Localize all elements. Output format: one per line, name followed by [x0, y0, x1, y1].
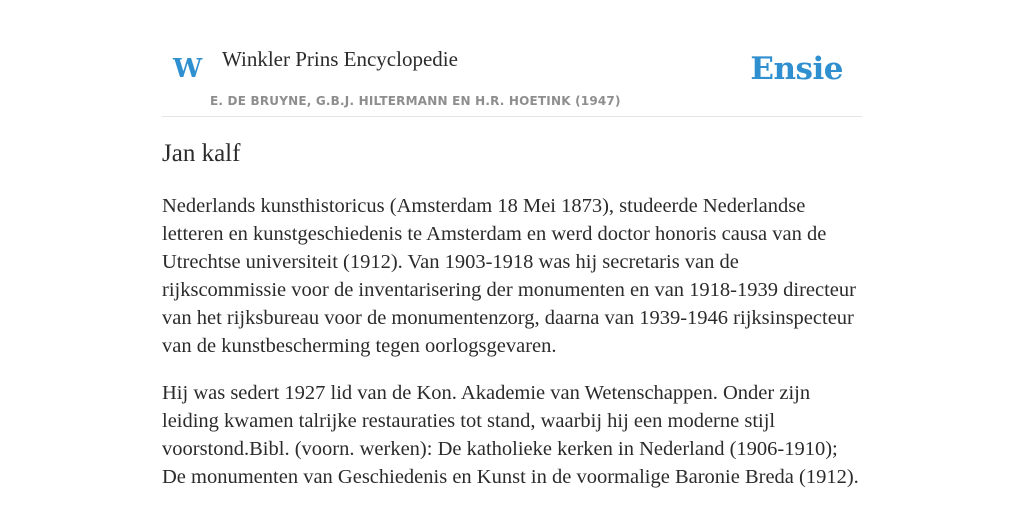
article-paragraph: Hij was sedert 1927 lid van de Kon. Akademie van Wetenschappen. Onder zijn leiding kwamen talrijke restauraties tot stand, waarbij hij een moderne stijl voorstond.Bibl. (voorn. werken): De katholieke kerken in Nederland (1906-1910); De monumenten van Geschiedenis en Kunst in de voormalige Baronie Breda (1912).	[162, 382, 859, 488]
article-paragraph: Nederlands kunsthistoricus (Amsterdam 18 Mei 1873), studeerde Nederlandse letteren en kunstgeschiedenis te Amsterdam en werd doctor honoris causa van de Utrechtse universiteit (1912). Van 1903-1918 was hij secretaris van de rijkscommissie voor de inventarisering der monumenten en van 1918-1939 directeur van het rijksbureau voor de monumentenzorg, daarna van 1939-1946 rijksinspecteur van de kunstbescherming tegen oorlogsgevaren.	[162, 195, 856, 357]
winkler-prins-logo-icon[interactable]: W	[173, 54, 203, 84]
article-body	[162, 192, 862, 510]
ensie-brand-logo[interactable]: Ensie	[750, 51, 843, 87]
header	[162, 0, 862, 117]
site-title[interactable]: Winkler Prins Encyclopedie	[222, 47, 458, 71]
authors-line: E. DE BRUYNE, G.B.J. HILTERMANN EN H.R. HOETINK (1947)	[210, 94, 621, 108]
page	[162, 0, 862, 512]
article-title: Jan kalf	[162, 140, 241, 167]
